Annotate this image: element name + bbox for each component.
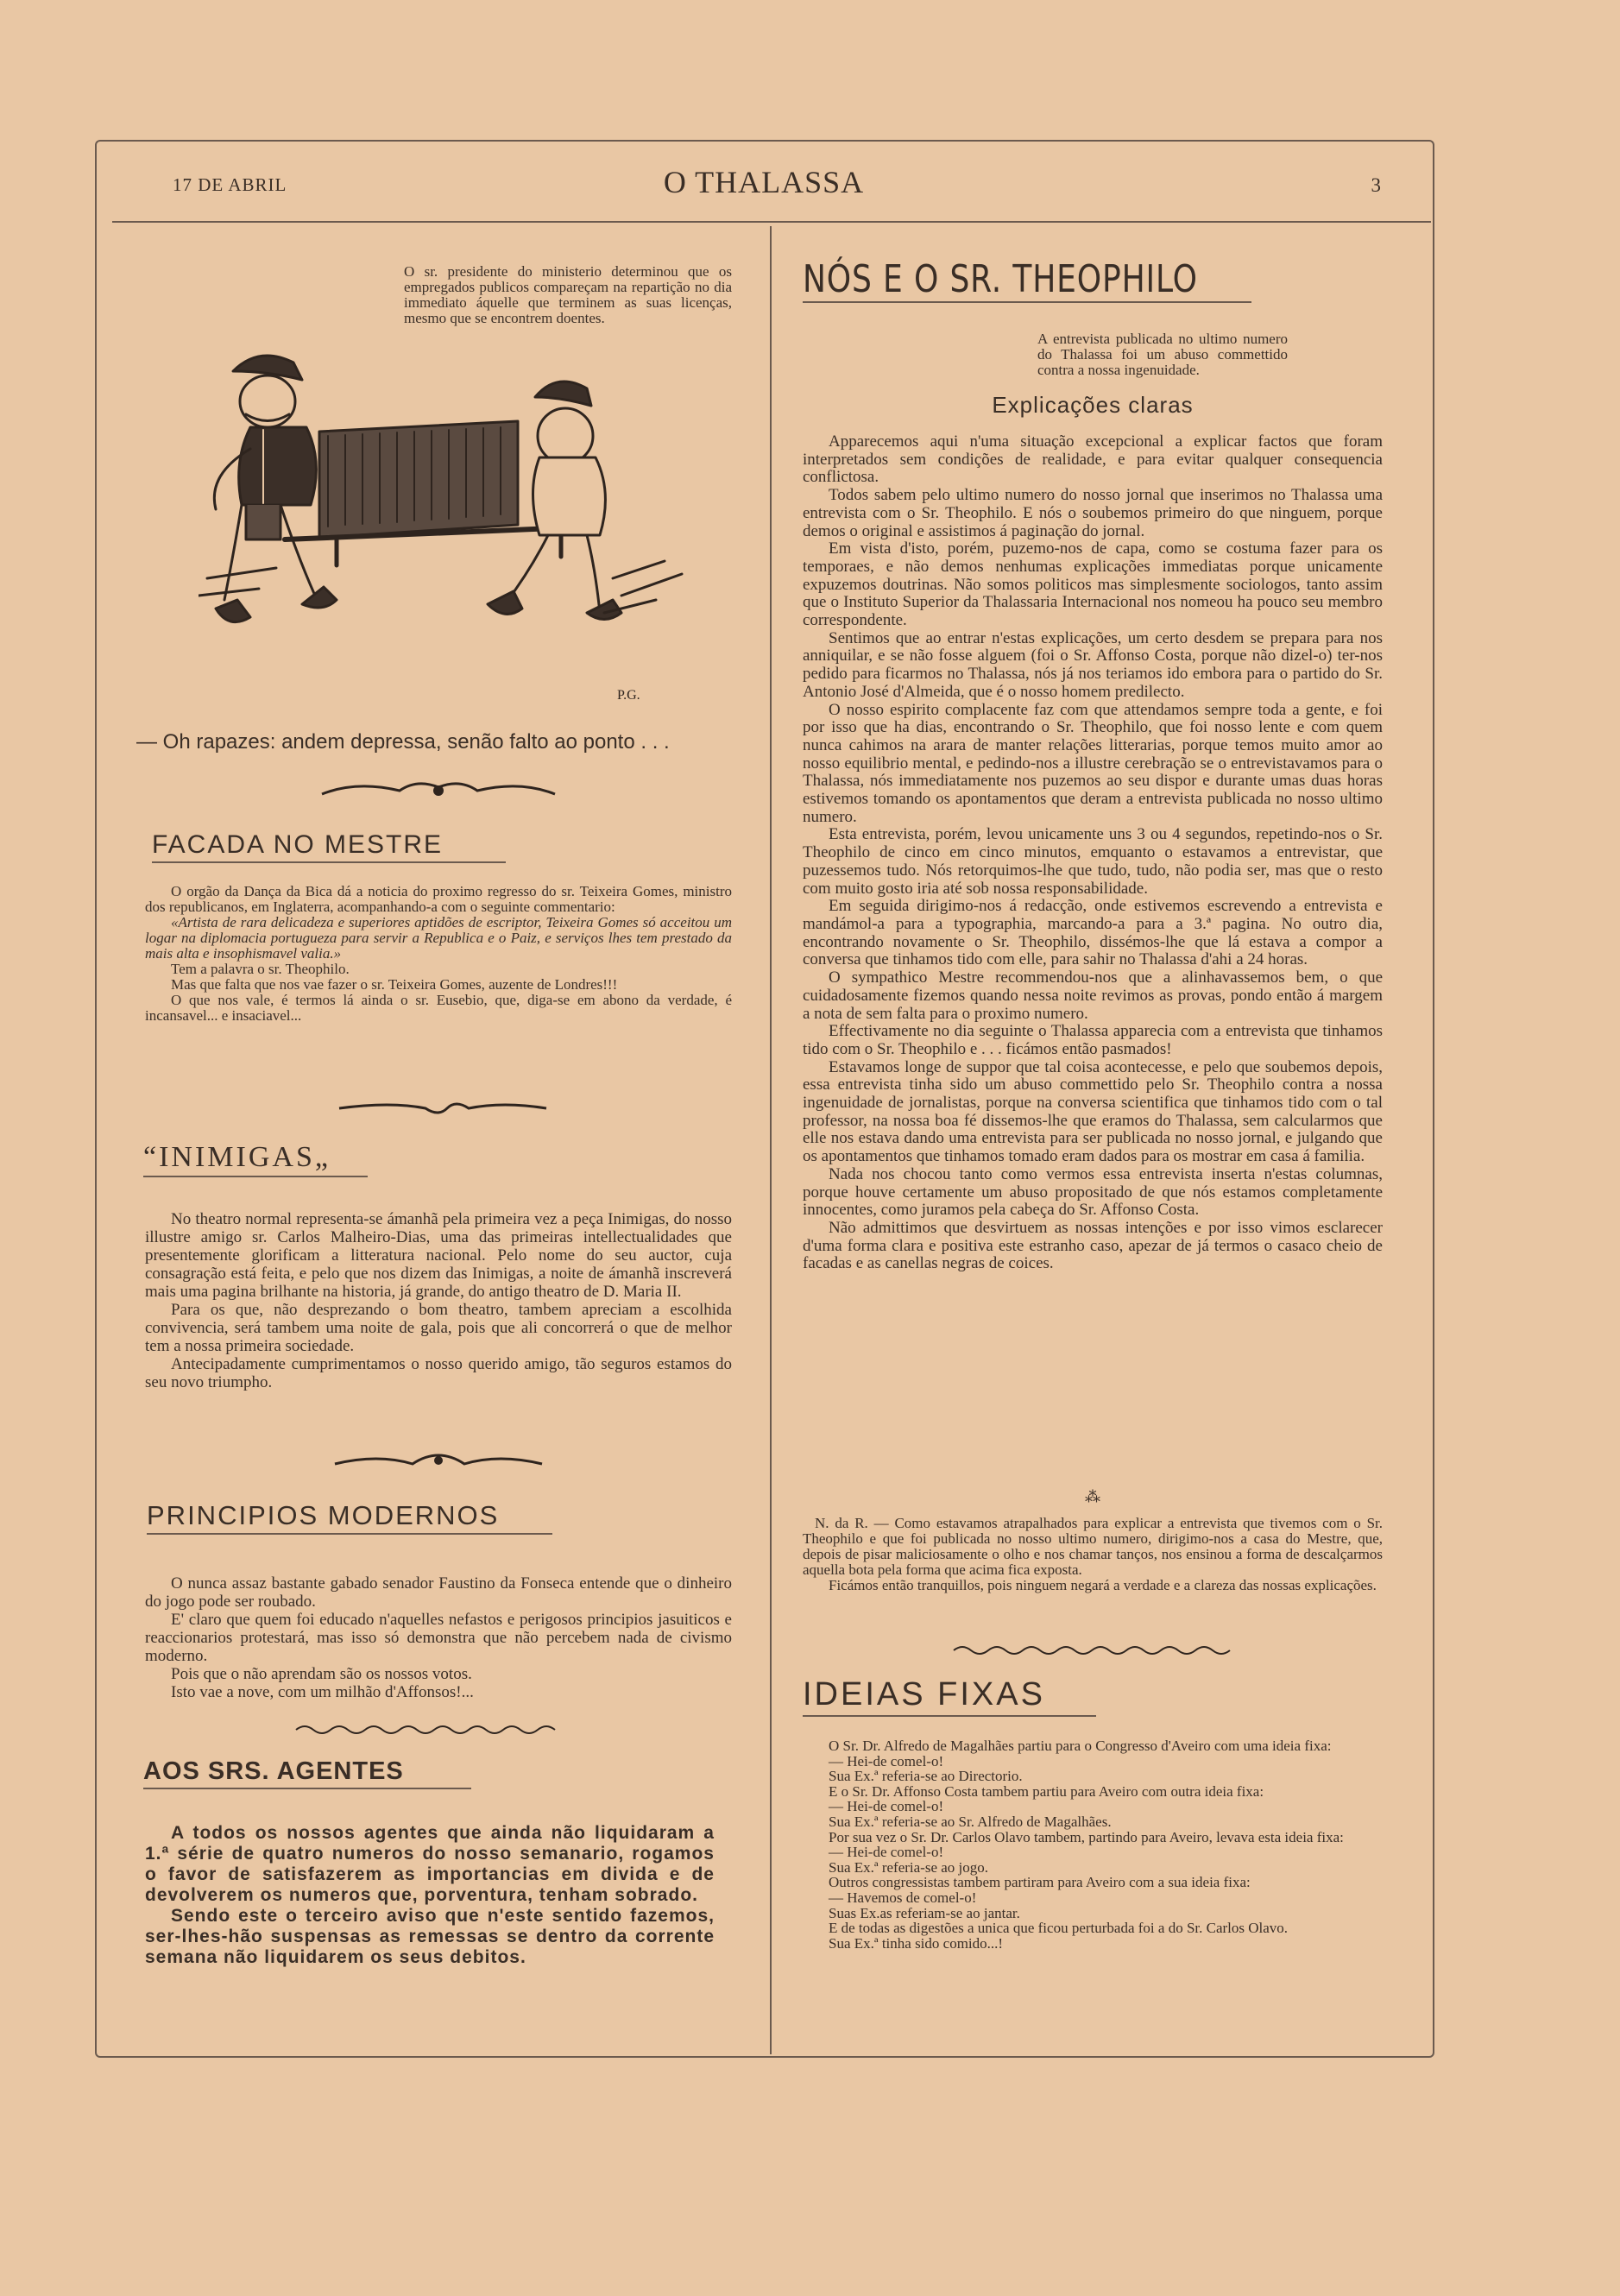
quote: «Artista de rara delicadeza e superiores aptidões de escriptor, Teixeira Gomes só acceitou um logar na diplomacia portugueza para servir a Republica e o Paiz, e serviços lhes tem prestado da mais alta e insophismavel valia.» [145,914,732,962]
paragraph: Nada nos chocou tanto como vermos essa entrevista inserta n'estas columnas, porque houve certamente um abuso propositado de que nós estamos completamente innocentes, como juramos pela cabeça do Sr. Affonso Costa. [803,1164,1383,1220]
paragraph: Para os que, não desprezando o bom theatro, tambem apreciam a escolhida convivencia, será tambem uma noite de gala, pois que ali concorrerá o que de melhor tem a nossa primeira sociedade. [145,1301,732,1355]
principios-section [147,1500,552,1535]
principios-title-rule [147,1533,552,1535]
paragraph: Sentimos que ao entrar n'estas explicações, um certo desdem se prepara para nos anniquilar, e se não fosse alguem (foi o Sr. Affonso Costa, porque não dizel-o) ter-nos pedido para ficarmos no Thalassa, nós já nos teriamos ido embora para o partido do Sr. Antonio José d'Almeida, que é o nosso homem predilecto. [803,628,1383,701]
ornament-divider [318,779,559,803]
paragraph: Isto vae a nove, com um milhão d'Affonsos!... [171,1683,474,1701]
column-divider [770,226,772,2054]
agentes-section [143,1757,471,1789]
cartoon-illustration [199,319,699,716]
page-number: 3 [1371,174,1381,196]
paragraph: Não admittimos que desvirtuem as nossas intenções e por isso vimos esclarecer d'uma forma clara e positiva este estranho caso, apezar de já termos o casaco cheio de facadas e as canellas negras de coices. [803,1218,1383,1273]
ideias-section [803,1676,1096,1717]
principios-body [145,1574,732,1701]
issue-date: 17 DE ABRIL [173,174,287,195]
cartoon-signature: P.G. [617,688,640,703]
line: — Hei-de comel-o! [829,1798,944,1815]
paragraph: Tem a palavra o sr. Theophilo. [171,961,350,977]
ornament-divider [292,1721,559,1738]
line: O Sr. Dr. Alfredo de Magalhães partiu para o Congresso d'Aveiro com uma ideia fixa: [829,1738,1332,1754]
ideias-body [803,1738,1383,1951]
cartoon-intro-text: O sr. presidente do ministerio determinou que os empregados publicos compareçam na repartição no dia immediato áquelle que terminem as suas licenças, mesmo que se encontrem doentes. [404,263,732,326]
line: Suas Ex.as referiam-se ao jantar. [829,1904,1020,1921]
paragraph: O orgão da Dança da Bica dá a noticia do proximo regresso do sr. Teixeira Gomes, ministro dos republicanos, em Inglaterra, acompanhando-a com o seguinte commentario: [145,883,732,915]
inimigas-title-rule [143,1176,368,1177]
paragraph: No theatro normal representa-se ámanhã pela primeira vez a peça Inimigas, do nosso illustre amigo sr. Carlos Malheiro-Dias, uma das primeiras intellectualidades que presentemente glorificam a litteratura nacional. Pelo nome do seu auctor, cuja consagração está feita, e pelo que nos dizem das Inimigas, a noite de ámanhã inscreverá mais uma pagina brilhante na historia, já grande, do antigo theatro de D. Maria II. [145,1210,732,1301]
theophilo-body [803,433,1383,1273]
paragraph: Esta entrevista, porém, levou unicamente uns 3 ou 4 segundos, repetindo-nos o Sr. Theophilo de cinco em cinco minutos, emquanto o estavamos a entrevistar, que puzessemos tudo. Nós retorquimos-lhe que tudo, tudo, não podia ser, mas que o resto com muito gosto iria até sob nossa responsabilidade. [803,825,1383,898]
ornament-divider [335,1098,551,1119]
paragraph: O nosso espirito complacente faz com que attendamos sempre toda a gente, e foi por isso que ha dias, encontrando o Sr. Theophilo, que foi nosso lente e com quem nunca cahimos na arara de manter relações litterarias, porque temos muito amor ao nosso equilibrio mental, e pedindo-nos a illustre cerebração se o entrevistavamos para o Thalassa, nós immediatamente nos puzemos ao seu dispor e durante umas duas horas estivemos tomando os apontamentos que deram a entrevista publicada no nosso ultimo numero. [803,700,1383,826]
paragraph: O sympathico Mestre recommendou-nos que a alinhavassemos bem, o que cuidadosamente fizemos quando nessa noite revimos as provas, pondo então á margem a nota de sem falta para o proximo numero. [803,968,1383,1023]
facada-body [145,884,732,1024]
paragraph: Antecipadamente cumprimentamos o nosso querido amigo, tão seguros estamos do seu novo triumpho. [145,1355,732,1391]
agentes-body [145,1823,715,1968]
paragraph: O que nos vale, é termos lá ainda o sr. Eusebio, que, diga-se em abono da verdade, é incansavel... e insaciavel... [145,992,732,1024]
asterism: ⁂ [1085,1488,1100,1505]
paragraph: Mas que falta que nos vae fazer o sr. Teixeira Gomes, auzente de Londres!!! [171,976,618,993]
cartoon-caption: — Oh rapazes: andem depressa, senão falto ao ponto . . . [136,730,670,754]
line: E o Sr. Dr. Affonso Costa tambem partiu para Aveiro com outra ideia fixa: [829,1782,1264,1800]
inimigas-section [143,1141,368,1177]
inimigas-title: “INIMIGAS„ [143,1141,331,1173]
line: Sua Ex.ª tinha sido comido...! [829,1934,1004,1952]
ornament-divider [331,1452,546,1474]
line: — Hei-de comel-o! [829,1844,944,1861]
ornament-divider [949,1642,1243,1659]
theophilo-heading [803,257,1284,303]
ideias-title: IDEIAS FIXAS [803,1676,1045,1713]
theophilo-title-rule [803,301,1251,303]
newspaper-title: O THALASSA [663,165,865,199]
paragraph: N. da R. — Como estavamos atrapalhados para explicar a entrevista que tivemos com o Sr. Theophilo e que foi publicada no nosso ultimo numero, dirigimo-nos a casa do Mestre, que, depois de pisar maliciosamente o olho e nos chamar tanços, nos ensinou a forma de descalçarmos aquella bota pela forma que acima fica exposta. [803,1515,1383,1578]
paragraph: A todos os nossos agentes que ainda não liquidaram a 1.ª série de quatro numeros do nosso semanario, rogamos o favor de satisfazerem as importancias em divida e de devolverem os numeros que, porventura, tenham sobrado. [145,1823,715,1905]
header-rule [112,221,1431,223]
line: E de todas as digestões a unica que ficou perturbada foi a do Sr. Carlos Olavo. [829,1920,1289,1937]
paragraph: E' claro que quem foi educado n'aquelles nefastos e perigosos principios jasuiticos e reaccionarios protestará, mas isso só demonstra que não percebem nada de civismo moderno. [145,1611,732,1665]
paragraph: Pois que o não aprendam são os nossos votos. [171,1665,472,1683]
paragraph: Em vista d'isto, porém, puzemo-nos de capa, como se costuma fazer para os temporaes, e não demos nenhumas explicações immediatas porque unicamente expuzemos doutrinas. Não somos politicos mas simplesmente sociologos, tanto assim que o Instituto Superior da Thalassaria Internacional nos nomeou ha pouco seu membro correspondente. [803,539,1383,630]
inimigas-body [145,1210,732,1391]
paragraph: Em seguida dirigimo-nos á redacção, onde estivemos escrevendo a entrevista e mandámol-a para a typographia, marcando-a para a 3.ª pagina. No outro dia, encontrando novamente o Sr. Theophilo, dissémos-lhe que lá estava a compor a conversa que tinhamos tido com elle, para sahir no Thalassa d'ahi a 24 horas. [803,897,1383,969]
paragraph: Effectivamente no dia seguinte o Thalassa apparecia com a entrevista que tinhamos tido com o Sr. Theophilo e . . . ficámos então pasmados! [803,1022,1383,1058]
paragraph: Sendo este o terceiro aviso que n'este sentido fazemos, ser-lhes-hão suspensas as remessas se dentro da corrente semana não liquidarem os seus debitos. [145,1906,715,1967]
line: — Hei-de comel-o! [829,1752,944,1769]
theophilo-title: NÓS E O SR. THEOPHILO [803,257,1198,301]
line: — Havemos de comel-o! [829,1889,977,1906]
line: Sua Ex.ª referia-se ao jogo. [829,1858,989,1876]
paragraph: Ficámos então tranquillos, pois ninguem negará a verdade e a clareza das nossas explicações. [829,1577,1377,1593]
paragraph: Estavamos longe de suppor que tal coisa acontecesse, e pelo que soubemos depois, essa entrevista tinha sido um abuso commettido pelo Sr. Theophilo contra a nossa ingenuidade de jornalistas, porque na conversa scientifica que tinhamos tido com o tal professor, na nossa boa fé dissemos-lhe que eramos do Thalassa, sem calcularmos que elle nos estava dando uma entrevista para ser publicada no nosso jornal, e julgando que os apontamentos que tinhamos tomado eram dados para os mostrar em casa á familia. [803,1057,1383,1166]
line: Por sua vez o Sr. Dr. Carlos Olavo tambem, partindo para Aveiro, levava esta ideia fixa: [829,1828,1344,1845]
agentes-title-rule [143,1788,471,1789]
facada-title-rule [152,861,506,863]
editor-note [803,1516,1383,1593]
page-header [112,164,1415,212]
line: Outros congressistas tambem partiram para Aveiro com a sua ideia fixa: [829,1874,1251,1891]
theophilo-subtitle: A entrevista publicada no ultimo numero do Thalassa foi um abuso commettido contra a nossa ingenuidade. [1037,331,1288,378]
ideias-title-rule [803,1715,1096,1717]
facada-section [152,830,670,863]
line: Sua Ex.ª referia-se ao Sr. Alfredo de Magalhães. [829,1813,1112,1830]
line: Sua Ex.ª referia-se ao Directorio. [829,1768,1023,1785]
paragraph: Apparecemos aqui n'uma situação excepcional a explicar factos que foram interpretados sem condições de realidade, e para evitar qualquer consequencia conflictosa. [803,432,1383,487]
paragraph: Todos sabem pelo ultimo numero do nosso jornal que inserimos no Thalassa uma entrevista com o Sr. Theophilo. E nós o soubemos primeiro do que ninguem, porque demos o original e assistimos á paginação do jornal. [803,486,1383,540]
facada-title: FACADA NO MESTRE [152,830,444,859]
paragraph: O nunca assaz bastante gabado senador Faustino da Fonseca entende que o dinheiro do jogo pode ser roubado. [145,1574,732,1611]
agentes-title: AOS SRS. AGENTES [143,1757,404,1785]
theophilo-section-title: Explicações claras [992,392,1194,418]
principios-title: PRINCIPIOS MODERNOS [147,1500,500,1530]
